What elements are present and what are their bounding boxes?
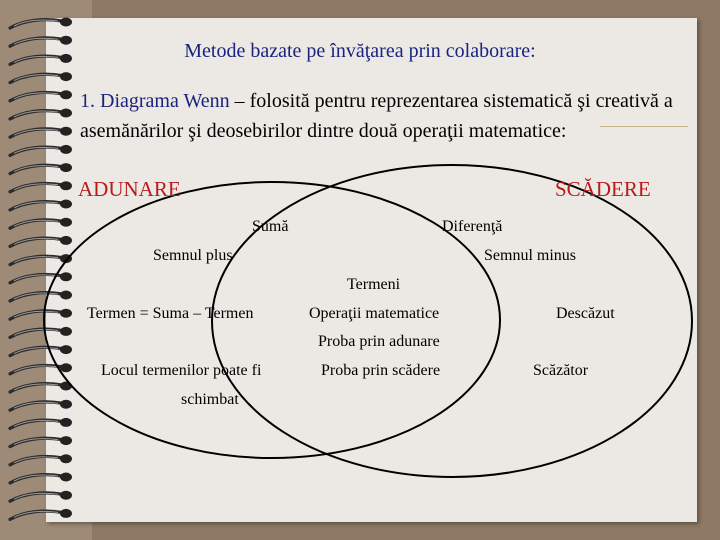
label-descazut: Descăzut bbox=[556, 305, 615, 322]
heading-adunare: ADUNARE bbox=[78, 177, 181, 201]
label-locul-termenilor: Locul termenilor poate fi bbox=[101, 362, 262, 379]
label-operatii-matematice: Operaţii matematice bbox=[309, 305, 440, 322]
slide-title: Metode bazate pe învăţarea prin colaborare: bbox=[184, 40, 536, 62]
heading-scadere: SCĂDERE bbox=[555, 177, 651, 201]
intro-lead: 1. Diagrama Wenn bbox=[80, 90, 230, 112]
label-schimbat: schimbat bbox=[181, 391, 239, 408]
label-proba-adunare: Proba prin adunare bbox=[318, 333, 440, 350]
label-semnul-minus: Semnul minus bbox=[484, 247, 577, 264]
intro-text: – folosită pentru reprezentarea sistematică şi creativă a asemănărilor şi deosebirilor dintre două operaţii matematice: bbox=[80, 90, 673, 142]
label-suma: Sumă bbox=[252, 218, 289, 235]
label-scazator: Scăzător bbox=[533, 362, 589, 379]
label-proba-scadere: Proba prin scădere bbox=[321, 362, 441, 379]
label-termeni: Termeni bbox=[347, 276, 401, 293]
label-diferenta: Diferenţă bbox=[442, 218, 503, 235]
venn-circle-scadere bbox=[212, 165, 692, 477]
label-termen-suma-termen: Termen = Suma – Termen bbox=[87, 305, 254, 322]
label-semnul-plus: Semnul plus bbox=[153, 247, 233, 264]
